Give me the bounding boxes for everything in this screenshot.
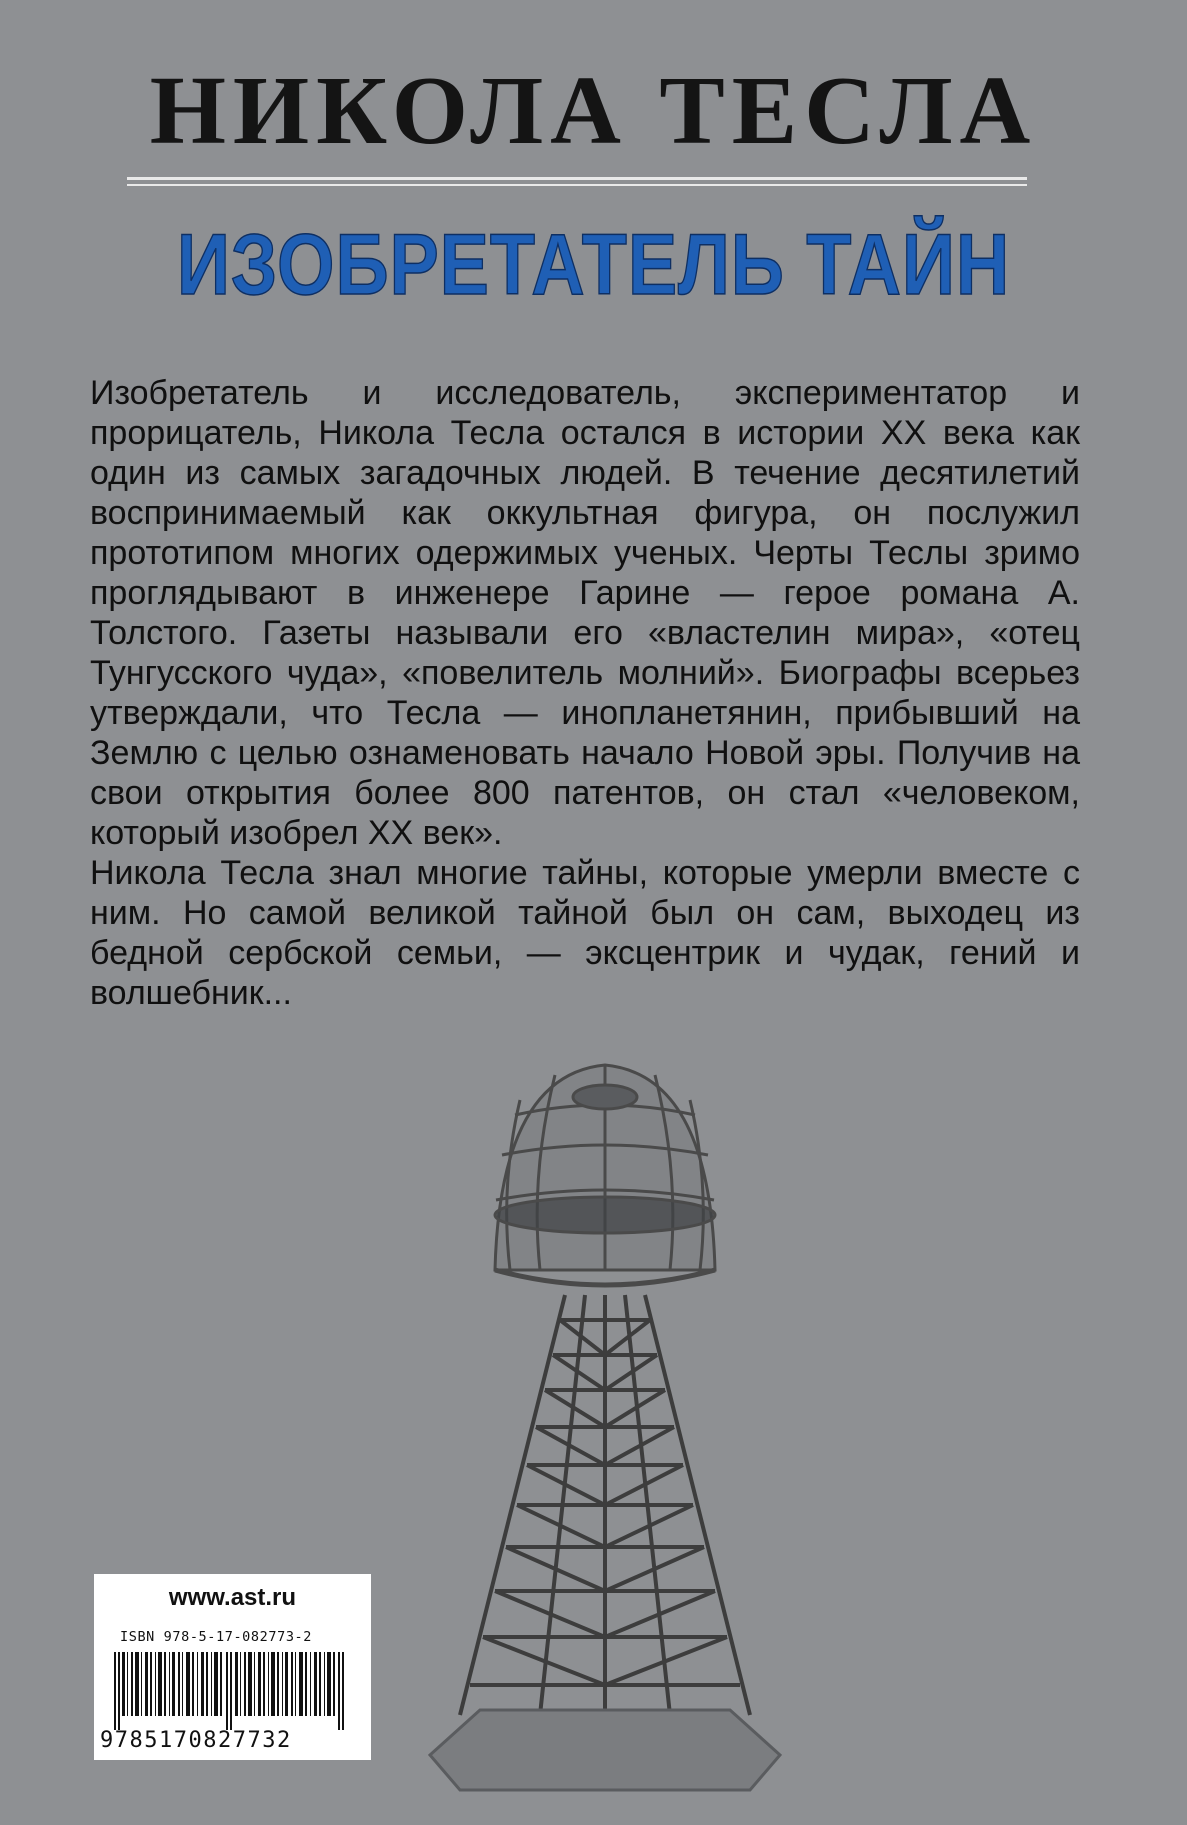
description-paragraph: Никола Тесла знал многие тайны, которые умерли вместе с ним. Но самой великой тайной был он сам, выходец из бедной сербской семьи, — эксцентрик и чудак, гений и волшебник... — [90, 854, 1080, 1012]
barcode-panel — [94, 1574, 371, 1760]
description-paragraph: Изобретатель и исследователь, экспериментатор и прорицатель, Никола Тесла остался в истории XX века как один из самых загадочных людей. В течение десятилетий воспринимаемый как оккультная фигура, он послужил прототипом многих одержимых ученых. Черты Теслы зримо проглядывают в инженере Гарине — герое романа А. Толстого. Газеты называли его «властелин мира», «отец Тунгусского чуда», «повелитель молний». Биографы всерьез утверждали, что Тесла — инопланетянин, прибывший на Землю с целью ознаменовать начало Новой эры. Получив на свои открытия более 800 патентов, он стал «человеком, который изобрел XX век». — [90, 374, 1080, 852]
book-title: ИЗОБРЕТАТЕЛЬ ТАЙН — [176, 217, 1011, 313]
barcode-digits: 9785170827732 — [100, 1728, 292, 1753]
isbn-number: ISBN 978-5-17-082773-2 — [120, 1629, 313, 1645]
author-name: НИКОЛА ТЕСЛА — [149, 57, 1038, 165]
top-rule — [127, 177, 1027, 180]
wardenclyffe-tower-icon — [420, 1055, 790, 1795]
top-rule-second — [127, 184, 1027, 186]
description-block — [90, 373, 1080, 1013]
publisher-website: www.ast.ru — [168, 1584, 297, 1611]
